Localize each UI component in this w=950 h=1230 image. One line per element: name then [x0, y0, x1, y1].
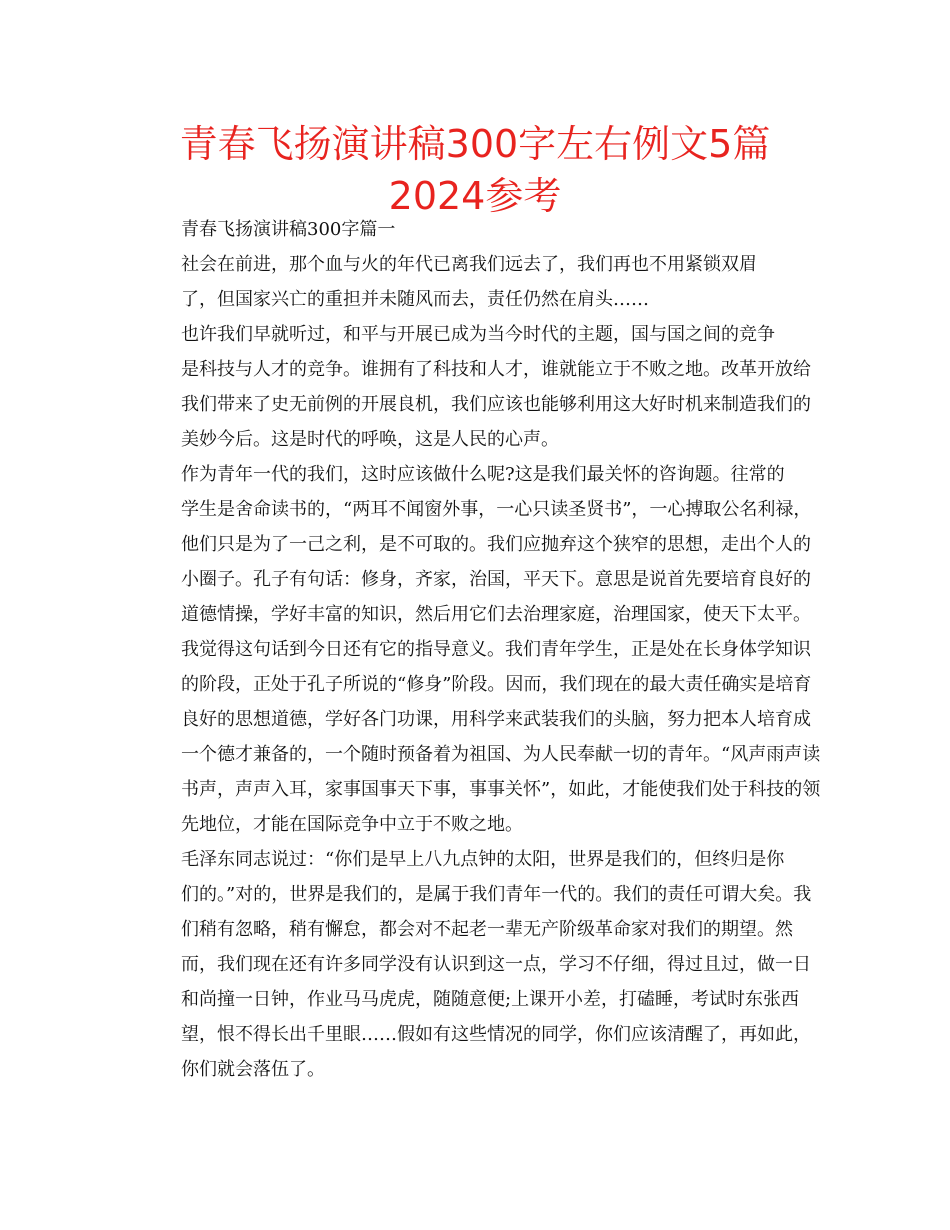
text-line: 先地位，才能在国际竞争中立于不败之地。 [181, 814, 523, 835]
text-line: 一个德才兼备的，一个随时预备着为祖国、为人民奉献一切的青年。“风声雨声读 [181, 744, 821, 765]
text-line: 和尚撞一日钟，作业马马虎虎，随随意便;上课开小差，打磕睡，考试时东张西 [181, 989, 800, 1010]
text-line: 毛泽东同志说过：“你们是早上八九点钟的太阳，世界是我们的，但终归是你 [181, 849, 785, 870]
text-line: 我觉得这句话到今日还有它的指导意义。我们青年学生，正是处在长身体学知识 [181, 639, 811, 660]
text-line: 书声，声声入耳，家事国事天下事，事事关怀”，如此，才能使我们处于科技的领 [181, 779, 821, 800]
text-line: 他们只是为了一己之利，是不可取的。我们应抛弃这个狭窄的思想，走出个人的 [181, 534, 811, 555]
text-line: 道德情操，学好丰富的知识，然后用它们去治理家庭，治理国家，使天下太平。 [181, 604, 811, 625]
text-line: 而，我们现在还有许多同学没有认识到这一点，学习不仔细，得过且过，做一日 [181, 954, 811, 975]
text-line: 我们带来了史无前例的开展良机，我们应该也能够利用这大好时机来制造我们的 [181, 394, 811, 415]
text-line: 望，恨不得长出千里眼……假如有这些情况的同学，你们应该清醒了，再如此， [181, 1024, 811, 1045]
text-line: 的阶段，正处于孔子所说的“修身”阶段。因而，我们现在的最大责任确实是培育 [181, 674, 812, 695]
paragraph-5 [145, 842, 810, 1087]
text-line: 美妙今后。这是时代的呼唤，这是人民的心声。 [181, 429, 559, 450]
text-line: 也许我们早就听过，和平与开展已成为当今时代的主题，国与国之间的竞争 [181, 324, 775, 345]
document-body [145, 212, 821, 1087]
paragraph-2 [145, 247, 810, 317]
text-line: 社会在前进，那个血与火的年代已离我们远去了，我们再也不用紧锁双眉 [181, 254, 757, 275]
document-title: 青春飞扬演讲稿300字左右例文5篇2024参考 [179, 122, 771, 218]
text-line: 良好的思想道德，学好各门功课，用科学来武装我们的头脑，努力把本人培育成 [181, 709, 811, 730]
text-line: 了，但国家兴亡的重担并未随风而去，责任仍然在肩头…… [181, 289, 649, 310]
text-line: 你们就会落伍了。 [181, 1059, 325, 1080]
text-line: 作为青年一代的我们，这时应该做什么呢?这是我们最关怀的咨询题。往常的 [181, 464, 785, 485]
text-line: 们稍有忽略，稍有懈怠，都会对不起老一辈无产阶级革命家对我们的期望。然 [181, 919, 793, 940]
text-line: 青春飞扬演讲稿300字篇一 [181, 219, 396, 240]
text-line: 是科技与人才的竞争。谁拥有了科技和人才，谁就能立于不败之地。改革开放给 [181, 359, 811, 380]
text-line: 小圈子。孔子有句话：修身，齐家，治国，平天下。意思是说首先要培育良好的 [181, 569, 811, 590]
text-line: 们的。”对的，世界是我们的，是属于我们青年一代的。我们的责任可谓大矣。我 [181, 884, 812, 905]
text-line: 学生是舍命读书的，“两耳不闻窗外事，一心只读圣贤书”，一心搏取公名利禄， [181, 499, 812, 520]
paragraph-4 [145, 457, 821, 842]
paragraph-1 [145, 212, 810, 247]
paragraph-3 [145, 317, 810, 457]
